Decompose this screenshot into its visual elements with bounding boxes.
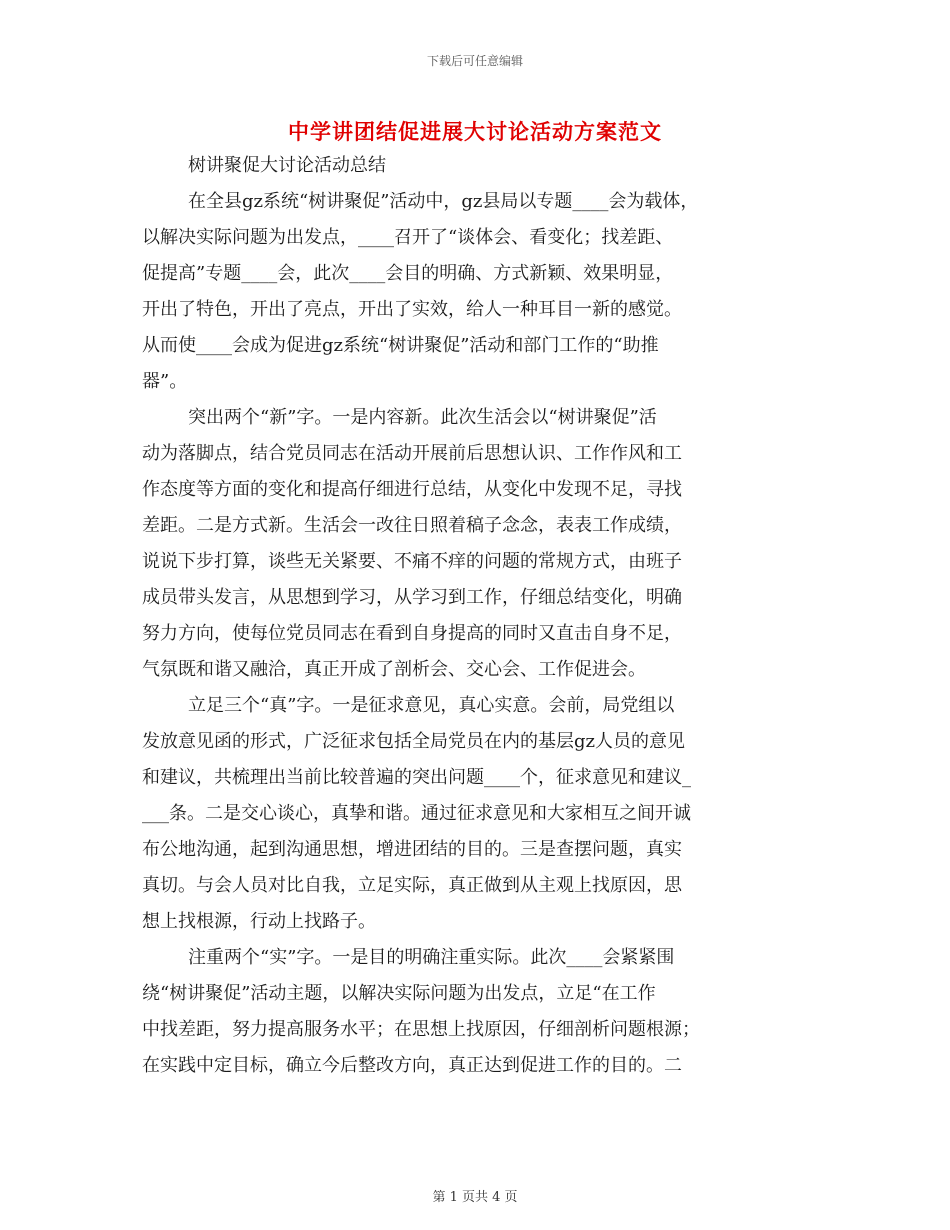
paragraph-line: 在实践中定目标，确立今后整改方向，真正达到促进工作的目的。二 — [142, 1055, 682, 1076]
paragraph-line: 在全县gz系统“树讲聚促”活动中，gz县局以专题____会为载体， — [188, 191, 699, 212]
paragraph-line: 动为落脚点，结合党员同志在活动开展前后思想认识、工作作风和工 — [142, 443, 682, 464]
paragraph-line: 立足三个“真”字。一是征求意见，真心实意。会前，局党组以 — [188, 695, 675, 716]
paragraph-line: 绕“树讲聚促”活动主题，以解决实际问题为出发点，立足“在工作 — [142, 983, 656, 1004]
paragraph-line: 突出两个“新”字。一是内容新。此次生活会以“树讲聚促”活 — [188, 407, 657, 428]
paragraph-line: 开出了特色，开出了亮点，开出了实效，给人一种耳目一新的感觉。 — [142, 299, 682, 320]
paragraph-line: 作态度等方面的变化和提高仔细进行总结，从变化中发现不足，寻找 — [142, 479, 682, 500]
paragraph-line: 注重两个“实”字。一是目的明确注重实际。此次____会紧紧围 — [188, 947, 675, 968]
paragraph-line: 气氛既和谐又融洽，真正开成了剖析会、交心会、工作促进会。 — [142, 659, 646, 680]
paragraph-line: 中找差距，努力提高服务水平；在思想上找原因，仔细剖析问题根源； — [142, 1019, 700, 1040]
paragraph-line: 器”。 — [142, 371, 188, 392]
paragraph-line: 发放意见函的形式，广泛征求包括全局党员在内的基层gz人员的意见 — [142, 731, 686, 752]
paragraph-line: 和建议，共梳理出当前比较普遍的突出问题____个，征求意见和建议_ — [142, 767, 691, 788]
paragraph-line: 成员带头发言，从思想到学习，从学习到工作，仔细总结变化，明确 — [142, 587, 682, 608]
paragraph-line: 差距。二是方式新。生活会一改往日照着稿子念念，表表工作成绩， — [142, 515, 682, 536]
subtitle-line: 树讲聚促大讨论活动总结 — [188, 155, 386, 176]
page-footer: 第 1 页共 4 页 — [432, 1190, 518, 1205]
document-title: 中学讲团结促进展大讨论活动方案范文 — [288, 119, 662, 144]
paragraph-line: 努力方向，使每位党员同志在看到自身提高的同时又直击自身不足， — [142, 623, 682, 644]
paragraph-line: 促提高”专题____会，此次____会目的明确、方式新颖、效果明显， — [142, 263, 674, 284]
paragraph-line: 从而使____会成为促进gz系统“树讲聚促”活动和部门工作的“助推 — [142, 335, 659, 356]
paragraph-line: 以解决实际问题为出发点，____召开了“谈体会、看变化；找差距、 — [142, 227, 674, 248]
header-note: 下载后可任意编辑 — [426, 54, 523, 68]
paragraph-line: 布公地沟通，起到沟通思想，增进团结的目的。三是查摆问题，真实 — [142, 839, 682, 860]
paragraph-line: 真切。与会人员对比自我，立足实际，真正做到从主观上找原因，思 — [142, 875, 682, 896]
paragraph-line: 想上找根源，行动上找路子。 — [142, 911, 376, 932]
document-body — [142, 148, 812, 1084]
paragraph-line: 说说下步打算，谈些无关紧要、不痛不痒的问题的常规方式，由班子 — [142, 551, 682, 572]
paragraph-line: ___条。二是交心谈心，真挚和谐。通过征求意见和大家相互之间开诚 — [142, 803, 691, 824]
